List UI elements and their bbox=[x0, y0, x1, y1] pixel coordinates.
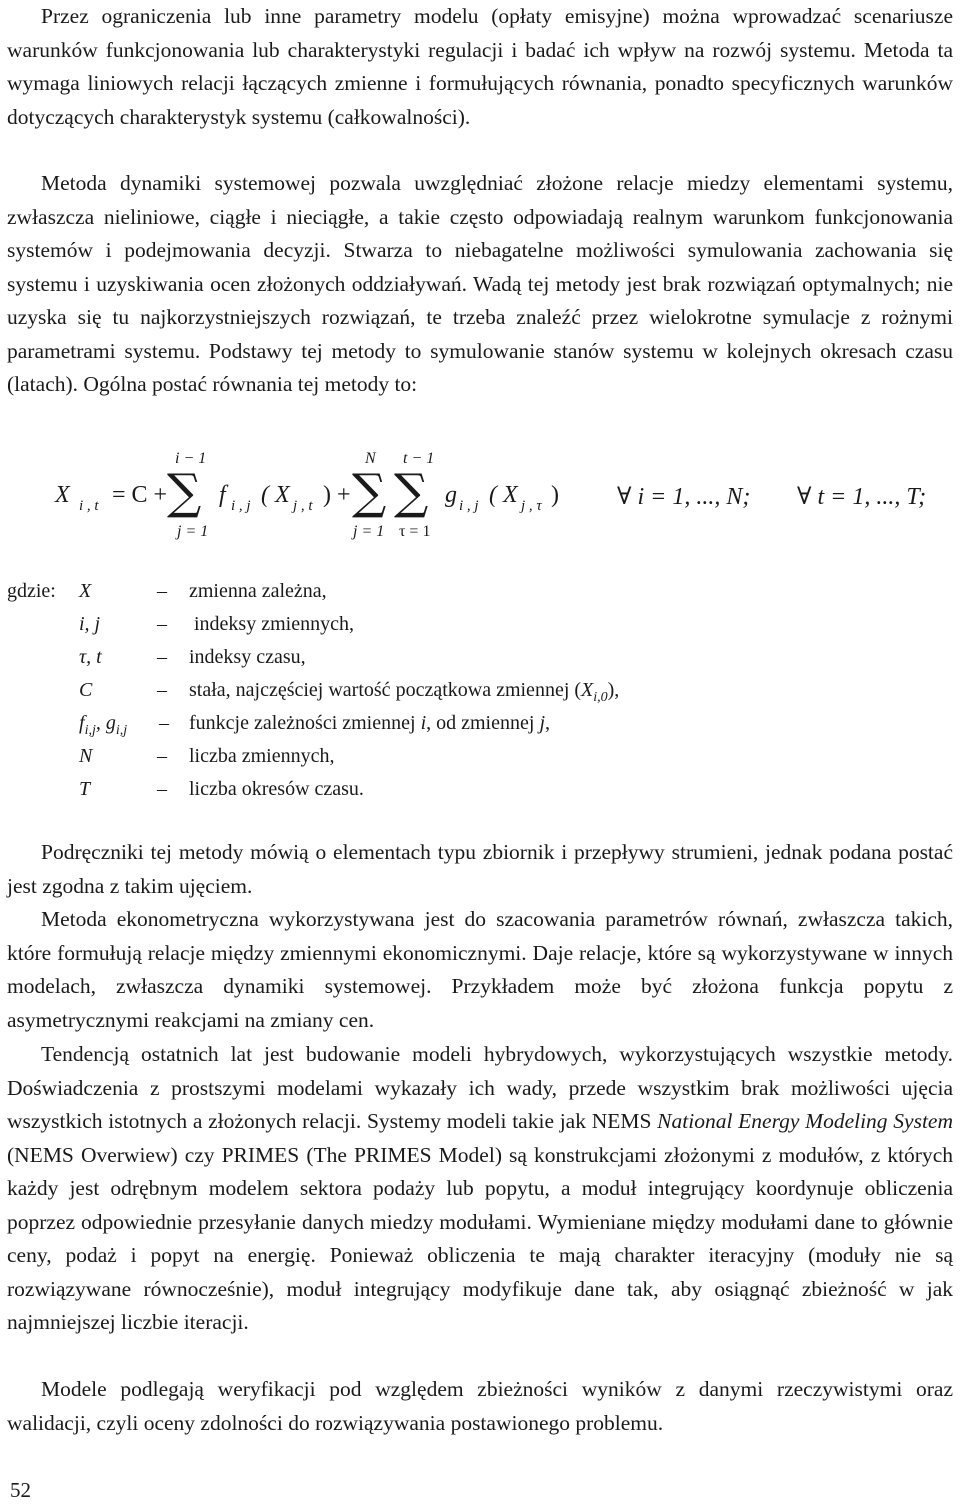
paragraph-2: Metoda dynamiki systemowej pozwala uwzględniać złożone relacje miedzy elementami systemu, zwłaszcza nieliniowe, ciągłe i nieciągłe, a takie często odpowiadają realnym warunkom funkcjonowania systemów i podejmowania decyzji. Stwarza to niebagatelne możliwości symulowania zachowania się systemu i uzyskiwania ocen złożonych oddziaływań. Wadą tej metody jest brak rozwiązań optymalnych; nie uzyska się tu najkorzystniejszych rozwiązań, te trzeba znaleźć przez wielokrotne symulacje z rożnymi parametrami systemu. Podstawy tej metody to symulowanie stanów systemu w kolejnych okresach czasu (latach). Ogólna postać równania tej metody to: bbox=[7, 171, 953, 396]
paragraph-1: Przez ograniczenia lub inne parametry modelu (opłaty emisyjne) można wprowadzać scenariusze warunków funkcjonowania lub charakterystyki regulacji i badać ich wpływ na rozwój systemu. Metoda ta wymaga liniowych relacji łączących zmienne i formułujących równania, ponadto specyficznych warunków dotyczących charakterystyk systemu (całkowalności). bbox=[7, 4, 953, 129]
definition-row bbox=[7, 646, 953, 676]
eq-sum3-top: t − 1 bbox=[403, 450, 435, 467]
eq-paren-x: ( X bbox=[261, 482, 290, 508]
symbol-separator: , bbox=[95, 712, 106, 734]
eq-sum2-top: N bbox=[365, 450, 376, 467]
eq-x: X bbox=[55, 482, 70, 508]
definition-description: liczba zmiennych, bbox=[189, 745, 335, 767]
symbol-g-subscript: i,j bbox=[115, 723, 128, 738]
paragraph-5-text: Tendencją ostatnich lat jest budowanie modeli hybrydowych, wykorzystujących wszystkie metody. Doświadczenia z prostszymi modelami wykazały ich wady, przede wszystkim brak możliwości ujęcia wszystkich istotnych a złożonych relacji. Systemy modeli takie jak NEMS bbox=[7, 1042, 953, 1133]
definition-dash: – bbox=[157, 646, 167, 668]
definition-subscript: i,0 bbox=[593, 690, 608, 705]
definition-dash: – bbox=[157, 613, 167, 635]
paragraph-5-emphasis: National Energy Modeling System bbox=[657, 1109, 953, 1133]
definition-description bbox=[189, 679, 619, 706]
definition-row bbox=[7, 712, 953, 742]
paragraph-5 bbox=[7, 1038, 953, 1340]
eq-sub-ij: i , j bbox=[231, 498, 251, 514]
definition-text: , od zmiennej bbox=[426, 712, 540, 734]
definition-symbol: C bbox=[79, 679, 93, 701]
definition-text: stała, najczęściej wartość początkowa zmiennej ( bbox=[189, 679, 582, 701]
equation bbox=[7, 450, 953, 550]
definition-dash: – bbox=[157, 778, 167, 800]
definition-description: indeksy zmiennych, bbox=[189, 613, 354, 635]
definition-row bbox=[7, 580, 953, 610]
definition-dash: – bbox=[157, 580, 167, 602]
definition-dash: – bbox=[157, 745, 167, 767]
definition-description bbox=[189, 712, 550, 735]
definition-text: , bbox=[545, 712, 550, 734]
paragraph-3: Podręczniki tej metody mówią o elementach typu zbiornik i przepływy strumieni, jednak podana postać jest zgodna z takim ujęciem. bbox=[7, 840, 953, 898]
paragraph-5-text: (NEMS Overwiew) czy PRIMES (The PRIMES Model) są konstrukcjami złożonymi z modułów, z których każdy jest odrębnym modelem sektora podaży lub popytu, a moduł integrujący koordynuje obliczenia poprzez odpowiednie przesyłanie danych miedzy modułami. Wymieniane między modułami dane to głównie ceny, podaż i popyt na energię. Ponieważ obliczenia te mają charakter iteracyjny (moduły nie są rozwiązywane równocześnie), moduł integrujący modyfikuje dane tak, aby osiągnąć zbieżność w jak najmniejszej liczbie iteracji. bbox=[7, 1142, 953, 1334]
definition-symbol: X bbox=[79, 580, 92, 602]
symbol-f-subscript: i,j bbox=[84, 723, 96, 738]
definition-symbol: T bbox=[79, 778, 91, 800]
eq-forall-t: ∀ t = 1, ..., T; bbox=[797, 484, 927, 510]
eq-sub-ij2: i , j bbox=[459, 498, 479, 514]
eq-sum2-sigma: ∑ bbox=[352, 464, 387, 520]
definition-dash: – bbox=[157, 679, 167, 701]
eq-g: g bbox=[445, 482, 457, 508]
definition-row bbox=[7, 679, 953, 709]
eq-sum3-bottom: τ = 1 bbox=[399, 523, 431, 540]
definition-symbol: N bbox=[79, 745, 93, 767]
definitions-label: gdzie: bbox=[7, 580, 56, 602]
eq-sum1-top: i − 1 bbox=[175, 450, 207, 467]
page-number: 52 bbox=[10, 1478, 31, 1502]
definition-description: zmienna zależna, bbox=[189, 580, 327, 602]
paragraph-6: Modele podlegają weryfikacji pod względem zbieżności wyników z danymi rzeczywistymi oraz walidacji, czyli oceny zdolności do rozwiązywania postawionego problemu. bbox=[7, 1377, 953, 1435]
definition-text: funkcje zależności zmiennej bbox=[189, 712, 421, 734]
definition-symbol: τ, t bbox=[79, 646, 102, 668]
definition-symbol: i, j bbox=[79, 613, 101, 635]
definition-variable: j bbox=[539, 712, 545, 734]
eq-sum3-sigma: ∑ bbox=[394, 464, 429, 520]
definition-row bbox=[7, 745, 953, 775]
eq-paren-x2: ( X bbox=[489, 482, 518, 508]
eq-sum2-bottom: j = 1 bbox=[353, 523, 385, 540]
eq-sub-jtau: j , τ bbox=[521, 498, 542, 514]
definition-dash: – bbox=[159, 712, 169, 734]
eq-sum1-bottom: j = 1 bbox=[177, 523, 209, 540]
symbol-g: g bbox=[105, 712, 116, 734]
eq-forall-i: ∀ i = 1, ..., N; bbox=[617, 484, 751, 510]
eq-f: f bbox=[219, 482, 226, 508]
definition-variable: i bbox=[420, 712, 427, 734]
eq-equals-c: = C + bbox=[112, 482, 168, 508]
paragraph-4: Metoda ekonometryczna wykorzystywana jest do szacowania parametrów równań, zwłaszcza takich, które formułują relacje między zmiennymi ekonomicznymi. Daje relacje, które są wykorzystywane w innych modelach, zwłaszcza dynamiki systemowej. Przykładem może być złożona funkcja popytu z asymetrycznymi reakcjami na zmiany cen. bbox=[7, 907, 953, 1032]
definition-row bbox=[7, 613, 953, 643]
definition-variable: X bbox=[581, 679, 594, 701]
eq-close: ) bbox=[551, 482, 559, 508]
symbol-f: f bbox=[79, 712, 85, 734]
eq-sub-jt: j , t bbox=[293, 498, 313, 514]
definition-symbol bbox=[79, 712, 127, 739]
eq-close-plus: ) + bbox=[323, 482, 351, 508]
eq-sum1-sigma: ∑ bbox=[167, 464, 202, 520]
definition-text: ), bbox=[607, 679, 620, 701]
eq-sub-it: i , t bbox=[79, 498, 99, 514]
definition-description: indeksy czasu, bbox=[189, 646, 306, 668]
definition-description: liczba okresów czasu. bbox=[189, 778, 364, 800]
definition-row bbox=[7, 778, 953, 808]
